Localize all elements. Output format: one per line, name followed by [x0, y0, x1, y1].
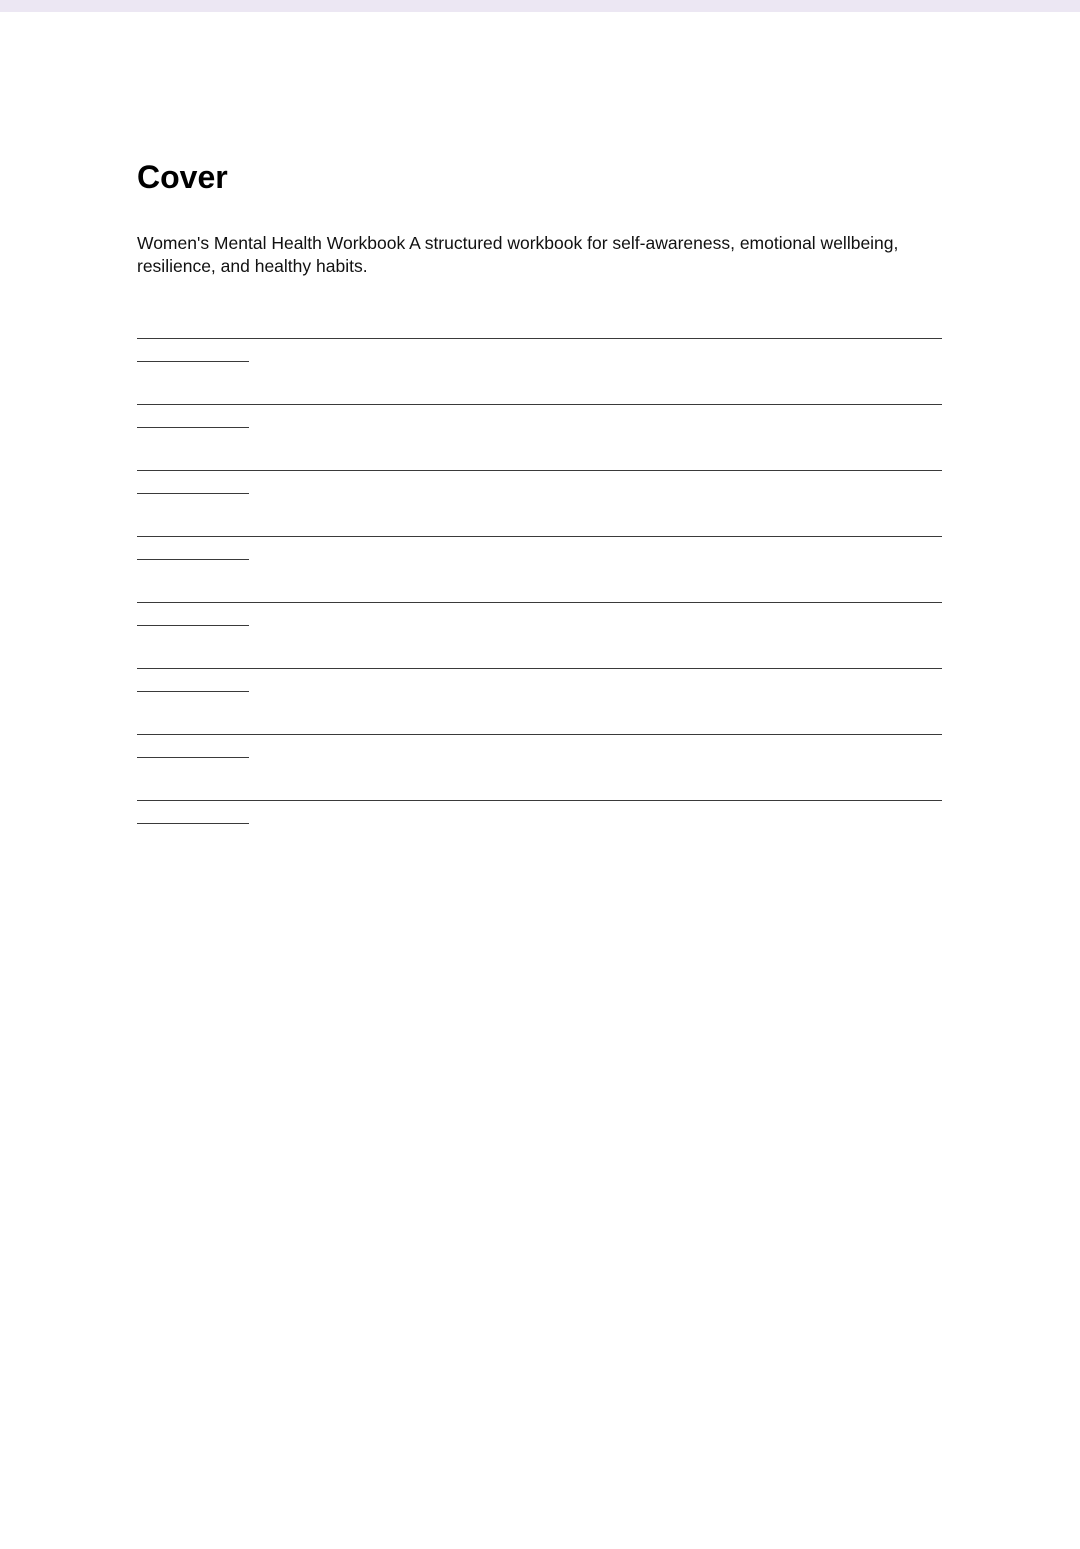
- rule-short: [137, 757, 249, 758]
- rule-full: [137, 338, 942, 339]
- rule-short: [137, 427, 249, 428]
- page-title: Cover: [137, 159, 228, 195]
- writing-line-3[interactable]: [137, 450, 942, 516]
- rule-full: [137, 800, 942, 801]
- writing-line-5[interactable]: [137, 582, 942, 648]
- rule-full: [137, 470, 942, 471]
- intro-paragraph: Women's Mental Health Workbook A structured workbook for self-awareness, emotional wellbeing, resilience, and healthy habits.: [137, 233, 899, 276]
- writing-line-2[interactable]: [137, 384, 942, 450]
- rule-full: [137, 536, 942, 537]
- rule-full: [137, 668, 942, 669]
- rule-short: [137, 493, 249, 494]
- rule-short: [137, 625, 249, 626]
- rule-short: [137, 361, 249, 362]
- writing-line-6[interactable]: [137, 648, 942, 714]
- rule-short: [137, 559, 249, 560]
- document-page: [0, 12, 1080, 1549]
- writing-line-1[interactable]: [137, 318, 942, 384]
- rule-short: [137, 691, 249, 692]
- rule-full: [137, 404, 942, 405]
- writing-line-8[interactable]: [137, 780, 942, 846]
- rule-full: [137, 734, 942, 735]
- rule-full: [137, 602, 942, 603]
- top-strip: [0, 0, 1080, 12]
- writing-lines: [137, 318, 942, 846]
- rule-short: [137, 823, 249, 824]
- writing-line-7[interactable]: [137, 714, 942, 780]
- writing-line-4[interactable]: [137, 516, 942, 582]
